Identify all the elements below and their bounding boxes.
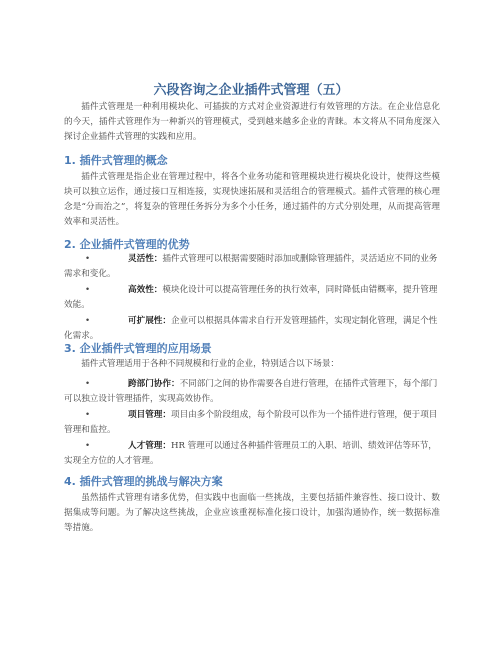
list-item-term: 可扩展性： — [128, 316, 171, 326]
list-item — [64, 408, 440, 438]
list-item-text: HR 管理可以通过各种插件管理员工的入职、培训、绩效评估等环节，实现全方位的人才管理。 — [64, 441, 437, 466]
bullet-dot: • — [85, 285, 91, 295]
section-4-paragraph: 虽然插件式管理有诸多优势，但实践中也面临一些挑战，主要包括插件兼容性、接口设计、数据集成等问题。为了解决这些挑战，企业应该重视标准化接口设计，加强沟通协作，统一数据标准等措施。 — [64, 493, 440, 533]
list-item-text: 项目由多个阶段组成，每个阶段可以作为一个插件进行管理，便于项目管理和监控。 — [64, 410, 438, 435]
section-1-heading: 1. 插件式管理的概念 — [64, 154, 168, 167]
list-item — [64, 439, 440, 469]
bullet-dot: • — [85, 410, 91, 420]
section-3-paragraph: 插件式管理适用于各种不同规模和行业的企业，特别适合以下场景： — [81, 359, 340, 369]
list-item — [64, 283, 440, 313]
list-item-text: 插件式管理可以根据需要随时添加或删除管理插件，灵活适应不同的业务需求和变化。 — [64, 254, 438, 279]
section-3-heading: 3. 企业插件式管理的应用场景 — [64, 342, 212, 355]
intro-paragraph: 插件式管理是一种利用模块化、可插拔的方式对企业资源进行有效管理的方法。在企业信息化的今天，插件式管理作为一种新兴的管理模式，受到越来越多企业的青睐。本文将从不同角度深入探讨企业插件式管理的实践和应用。 — [64, 102, 440, 142]
list-item-term: 高效性： — [128, 285, 163, 295]
section-2-heading: 2. 企业插件式管理的优势 — [64, 238, 190, 251]
bullet-dot: • — [85, 316, 91, 326]
list-item-text: 企业可以根据具体需求自行开发管理插件，实现定制化管理，满足个性化需求。 — [64, 316, 438, 341]
list-item-term: 跨部门协作： — [128, 379, 180, 389]
list-item — [64, 252, 440, 282]
list-item-text: 不同部门之间的协作需要各自进行管理，在插件式管理下，每个部门可以独立设计管理插件，实现高效协作。 — [64, 379, 438, 404]
section-4-heading: 4. 插件式管理的挑战与解决方案 — [64, 475, 223, 488]
section-1-paragraph: 插件式管理是指企业在管理过程中，将各个业务功能和管理模块进行模块化设计，使得这些模块可以独立运作，通过接口互相连接，实现快速拓展和灵活组合的管理模式。插件式管理的核心理念是“分而治之”，将复杂的管理任务拆分为多个小任务，通过插件的方式分别处理，从而提高管理效率和灵活性。 — [64, 172, 440, 227]
bullet-dot: • — [85, 379, 91, 389]
list-item-term: 灵活性： — [128, 254, 163, 264]
bullet-dot: • — [85, 441, 91, 451]
document-title: 六段咨询之企业插件式管理（五） — [153, 83, 349, 98]
bullet-dot: • — [85, 254, 91, 264]
list-item-term: 项目管理： — [128, 410, 171, 420]
list-item-text: 模块化设计可以提高管理任务的执行效率，同时降低由错概率，提升管理效能。 — [64, 285, 438, 310]
list-item-term: 人才管理： — [128, 441, 171, 451]
list-item — [64, 377, 440, 407]
